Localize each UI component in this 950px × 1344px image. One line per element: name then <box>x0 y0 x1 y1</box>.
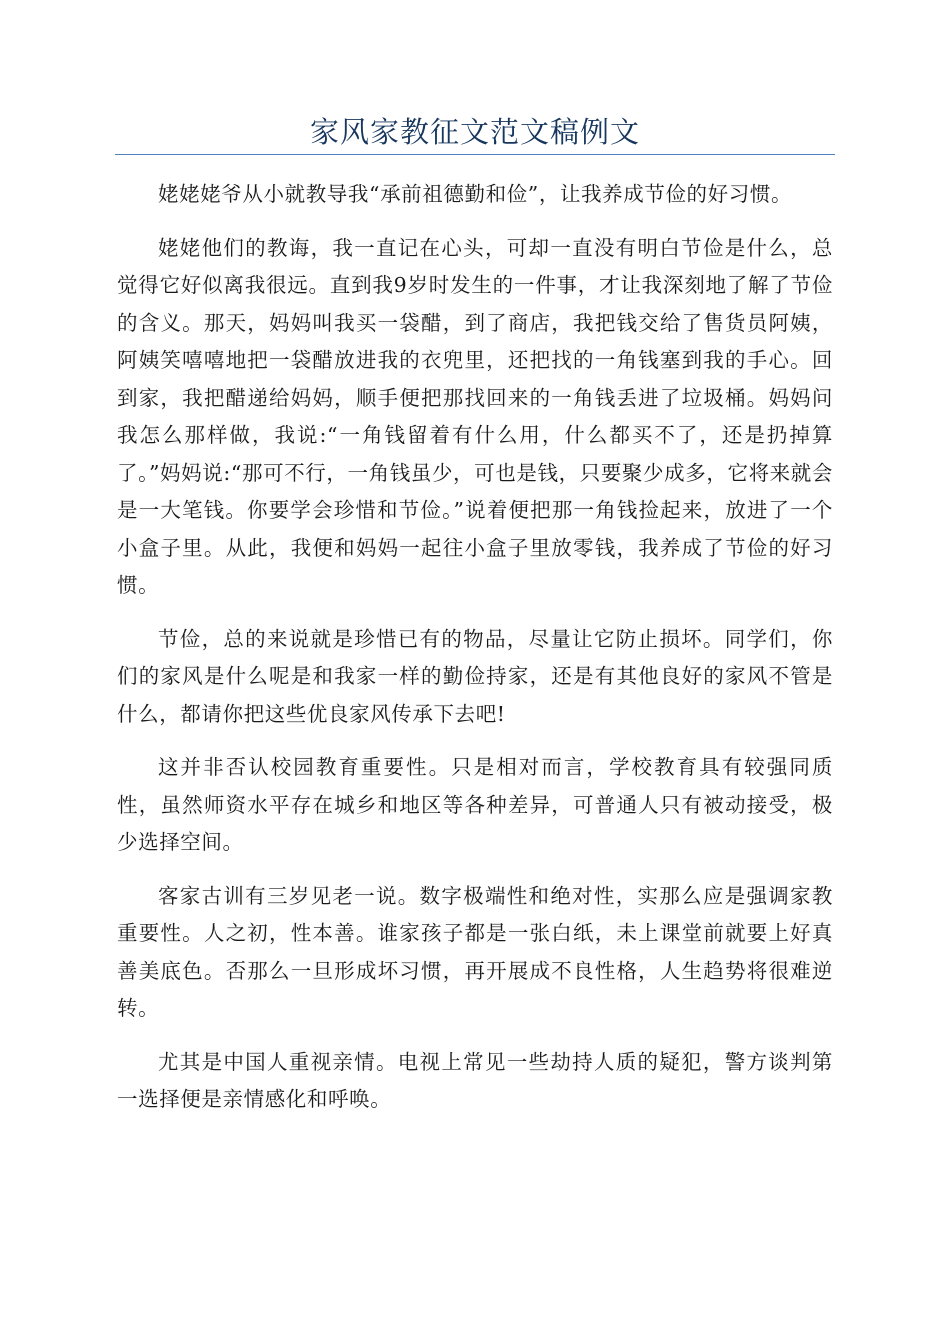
paragraph: 这并非否认校园教育重要性。只是相对而言，学校教育具有较强同质性，虽然师资水平存在城乡和地区等各种差异，可普通人只有被动接受，极少选择空间。 <box>117 755 833 854</box>
paragraph: 姥姥他们的教诲，我一直记在心头，可却一直没有明白节俭是什么，总觉得它好似离我很远。直到我9岁时发生的一件事，才让我深刻地了解了节俭的含义。那天，妈妈叫我买一袋醋，到了商店，我把钱交给了售货员阿姨，阿姨笑嘻嘻地把一袋醋放进我的衣兜里，还把找的一角钱塞到我的手心。回到家，我把醋递给妈妈，顺手便把那找回来的一角钱丢进了垃圾桶。妈妈问我怎么那样做，我说:“一角钱留着有什么用，什么都买不了，还是扔掉算了。”妈妈说:“那可不行，一角钱虽少，可也是钱，只要聚少成多，它将来就会是一大笔钱。你要学会珍惜和节俭。”说着便把那一角钱捡起来，放进了一个小盒子里。从此，我便和妈妈一起往小盒子里放零钱，我养成了节俭的好习惯。 <box>117 235 833 597</box>
paragraph: 客家古训有三岁见老一说。数字极端性和绝对性，实那么应是强调家教重要性。人之初，性本善。谁家孩子都是一张白纸，未上课堂前就要上好真善美底色。否那么一旦形成坏习惯，再开展成不良性格，人生趋势将很难逆转。 <box>117 883 833 1020</box>
paragraph: 姥姥姥爷从小就教导我“承前祖德勤和俭”，让我养成节俭的好习惯。 <box>158 182 793 206</box>
title-underline <box>115 154 835 155</box>
paragraph: 尤其是中国人重视亲情。电视上常见一些劫持人质的疑犯，警方谈判第一选择便是亲情感化和呼唤。 <box>117 1049 833 1111</box>
document-title: 家风家教征文范文稿例文 <box>309 115 640 149</box>
paragraph: 节俭，总的来说就是珍惜已有的物品，尽量让它防止损坏。同学们，你们的家风是什么呢是和我家一样的勤俭持家，还是有其他良好的家风不管是什么，都请你把这些优良家风传承下去吧! <box>117 626 833 726</box>
document-body <box>117 176 833 1135</box>
